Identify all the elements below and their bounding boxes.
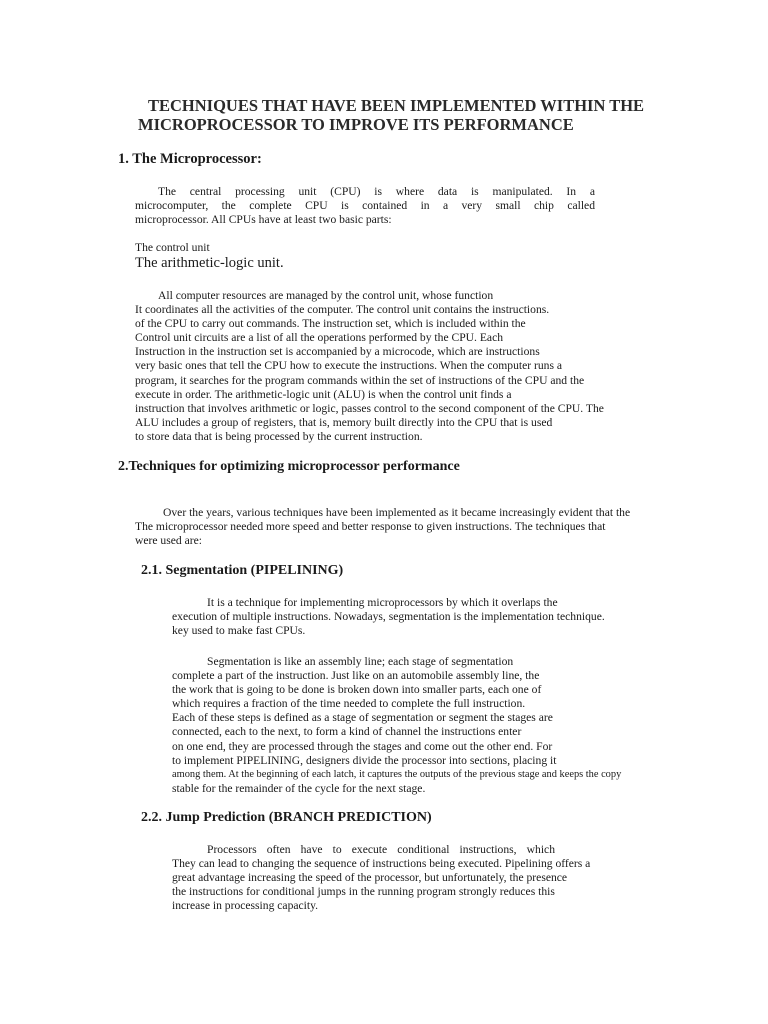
paragraph-line: Segmentation is like an assembly line; each stage of segmentation — [207, 655, 514, 668]
cpu-part-control-unit: The control unit — [135, 241, 210, 254]
paragraph-line: the work that is going to be done is broken down into smaller parts, each one of — [172, 683, 542, 697]
paragraph-line: connected, each to the next, to form a kind of channel the instructions enter — [172, 725, 522, 739]
paragraph-line: key used to make fast CPUs. — [172, 624, 306, 638]
paragraph-line: stable for the remainder of the cycle for the next stage. — [172, 781, 426, 795]
paragraph-line: very basic ones that tell the CPU how to execute the instructions. When the computer runs a — [135, 359, 563, 373]
section-1-body — [135, 289, 604, 444]
paragraph-line: the instructions for conditional jumps in the running program strongly reduces this — [172, 885, 555, 899]
paragraph-line: of the CPU to carry out commands. The instruction set, which is included within the — [135, 317, 526, 331]
section-2-2-heading: 2.2. Jump Prediction (BRANCH PREDICTION) — [141, 810, 432, 825]
paragraph-line: instruction that involves arithmetic or logic, passes control to the second component of the CPU. The — [135, 401, 604, 415]
paragraph-line: microprocessor. All CPUs have at least two basic parts: — [135, 213, 392, 227]
paragraph-line: The microprocessor needed more speed and better response to given instructions. The techniques that — [135, 520, 606, 534]
section-2-1-heading: 2.1. Segmentation (PIPELINING) — [141, 563, 344, 578]
paragraph-line: Instruction in the instruction set is accompanied by a microcode, which are instructions — [135, 345, 540, 359]
paragraph-line: to store data that is being processed by the current instruction. — [135, 429, 423, 443]
section-1-heading: 1. The Microprocessor: — [118, 151, 262, 167]
section-2-1-paragraph-2 — [172, 655, 621, 796]
paragraph-line: Each of these steps is defined as a stage of segmentation or segment the stages are — [172, 711, 553, 725]
section-2-1-paragraph-1 — [172, 596, 605, 638]
paragraph-line: program, it searches for the program commands within the set of instructions of the CPU and the — [135, 373, 585, 387]
paragraph-line: to implement PIPELINING, designers divide the processor into sections, placing it — [172, 753, 557, 767]
paragraph-line: It is a technique for implementing microprocessors by which it overlaps the — [207, 596, 558, 609]
paragraph-line: great advantage increasing the speed of the processor, but unfortunately, the presence — [172, 871, 568, 885]
paragraph-line: The central processing unit (CPU) is where data is manipulated. In a — [158, 185, 595, 198]
paragraph-line: Over the years, various techniques have been implemented as it became increasingly evident that the — [163, 506, 631, 519]
paragraph-line: on one end, they are processed through the stages and come out the other end. For — [172, 739, 553, 753]
paragraph-line: It coordinates all the activities of the computer. The control unit contains the instructions. — [135, 303, 550, 317]
cpu-part-alu: The arithmetic-logic unit. — [135, 255, 284, 271]
paragraph-line: execution of multiple instructions. Nowadays, segmentation is the implementation technique. — [172, 610, 605, 624]
paragraph-line: among them. At the beginning of each latch, it captures the outputs of the previous stage and keeps the copy — [172, 768, 622, 780]
paragraph-line: Processors often have to execute conditional instructions, which — [207, 843, 555, 856]
section-1-intro — [135, 185, 595, 227]
document-title-line-2: MICROPROCESSOR TO IMPROVE ITS PERFORMANCE — [138, 115, 574, 134]
paragraph-line: Control unit circuits are a list of all the operations performed by the CPU. Each — [135, 331, 504, 345]
paragraph-line: execute in order. The arithmetic-logic unit (ALU) is when the control unit finds a — [135, 387, 512, 401]
paragraph-line: increase in processing capacity. — [172, 899, 319, 913]
paragraph-line: All computer resources are managed by the control unit, whose function — [158, 289, 494, 302]
paragraph-line: were used are: — [135, 534, 202, 548]
section-2-intro — [135, 506, 630, 548]
paragraph-line: ALU includes a group of registers, that is, memory built directly into the CPU that is used — [135, 415, 553, 429]
paragraph-line: complete a part of the instruction. Just like on an automobile assembly line, the — [172, 669, 540, 683]
paragraph-line: microcomputer, the complete CPU is contained in a very small chip called — [135, 199, 595, 213]
section-2-heading: 2.Techniques for optimizing microprocessor performance — [118, 459, 460, 474]
document-title-line-1: TECHNIQUES THAT HAVE BEEN IMPLEMENTED WITHIN THE — [148, 96, 645, 115]
paragraph-line: which requires a fraction of the time needed to complete the full instruction. — [172, 697, 526, 711]
paragraph-line: They can lead to changing the sequence of instructions being executed. Pipelining offers a — [172, 857, 591, 871]
section-2-2-paragraph-1 — [172, 843, 590, 913]
